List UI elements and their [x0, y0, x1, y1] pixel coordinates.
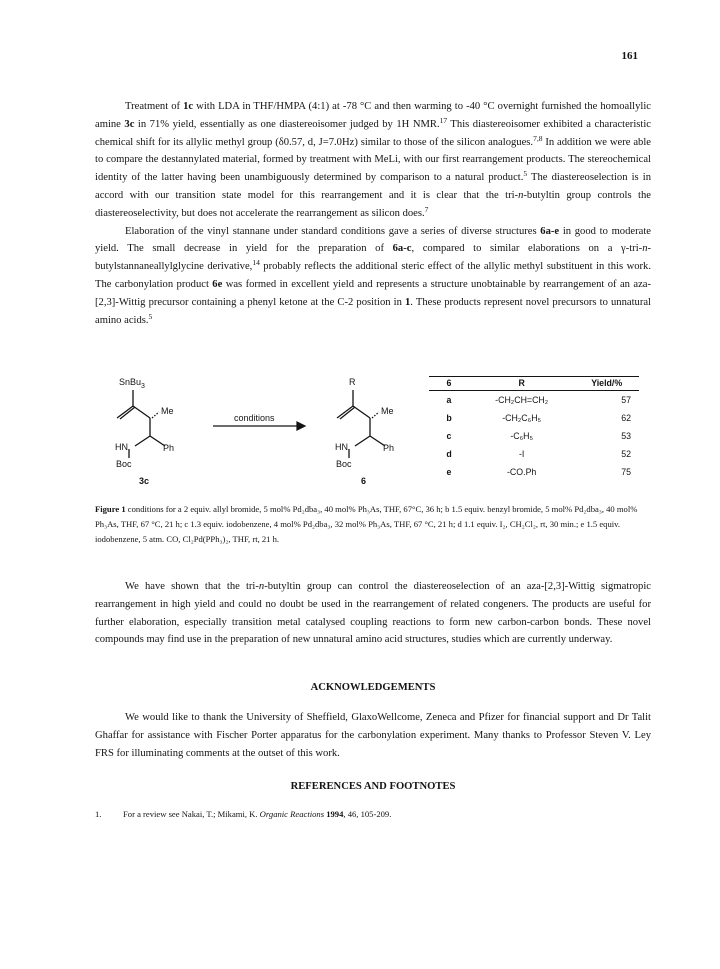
- product-hn-label: HN: [335, 442, 348, 452]
- figure-caption: [95, 502, 651, 547]
- product-boc-label: Boc: [336, 459, 352, 469]
- references-heading: REFERENCES AND FOOTNOTES: [290, 781, 456, 792]
- table-row: a -CH₂CH=CH₂ 57: [446, 395, 631, 405]
- arrow-conditions-label: conditions: [234, 413, 275, 423]
- product-ph-label: Ph: [383, 443, 395, 453]
- sm-methyl-label: Me: [161, 406, 174, 416]
- reference-item: 1. For a review see Nakai, T.; Mikami, K. Organic Reactions 1994, 46, 105-209.: [95, 809, 392, 819]
- compound-label-6: 6: [361, 476, 367, 486]
- acknowledgements-text: We would like to thank the University of Sheffield, GlaxoWellcome, Zeneca and Pfizer for financial support and Dr Talit Ghaffar for assistance with Fischer Porter apparatus for the carbonylation experiment. Many thanks to Professor Steven V. Ley FRS for illuminating comments at the outset of this work.: [95, 712, 651, 759]
- header-yield: Yield/%: [574, 377, 639, 391]
- acknowledgements-heading: ACKNOWLEDGEMENTS: [310, 682, 436, 693]
- yield-table-header: [429, 377, 639, 391]
- product-methyl-label: Me: [381, 406, 394, 416]
- paragraph-3: We have shown that the tri-n-butyltin group can control the diastereoselection of an aza-[2,3]-Wittig sigmatropic rearrangement in high yield and could no doubt be used in the rearrangement of related congeners. The products are useful for further elaboration, especially transition metal catalysed coupling reactions to form new carbon-carbon bonds. These novel compounds may find use in the preparation of new unnatural amino acid structures, studies which are currently underway.: [95, 581, 651, 646]
- table-row: d -I 52: [446, 449, 631, 459]
- figure-caption-text: conditions for a 2 equiv. allyl bromide, 5 mol% Pd₂dba₃, 40 mol% Ph₃As, THF, 67°C, 36 h; b 1.5 equiv. benzyl bromide, 5 mol% Pd₂dba₃, 40 mol% Ph₃As, THF, 67 °C, 21 h; c 1.3 equiv. iodobenzene, 4 mol% Pd₂dba₃, 32 mol% Ph₃As, THF, 67 °C, 21 h; d 1.1 equiv. I₂, CH₂Cl₂, rt, 30 min.; e 1.5 equiv. iodobenzene, 5 atm. CO, Cl₂Pd(PPh₃)₂, THF, rt, 21 h.: [95, 504, 638, 544]
- figure-1: [95, 376, 651, 486]
- yield-table: [429, 376, 639, 481]
- table-row: b -CH₂C₆H₅ 62: [446, 413, 631, 423]
- sm-boc-label: Boc: [116, 459, 132, 469]
- sm-ph-label: Ph: [163, 443, 175, 453]
- table-row: e -CO.Ph 75: [446, 467, 631, 477]
- compound-label-3c: 3c: [139, 476, 150, 486]
- reaction-scheme: [95, 376, 435, 486]
- page-number: 161: [621, 50, 638, 62]
- reaction-arrow: [213, 422, 305, 430]
- paragraph-2: Elaboration of the vinyl stannane under standard conditions gave a series of diverse structures 6a-e in good to moderate yield. The small decrease in yield for the preparation of 6a-c, compared to similar elaborations on a γ-tri-n-butylstannaneallylglycine derivative,$^{14}$ probably reflects the additional steric effect of the allylic methyl substituent in this work. The carbonylation product 6e was formed in excellent yield and represents a structure unobtainable by rearrangement of an aza-[2,3]-Wittig precursor containing a phenyl ketone at the C-2 position in 1. These products represent novel precursors to unnatural amino acids.$^5$: [95, 225, 652, 326]
- reference-number: 1.: [95, 809, 102, 819]
- sm-hn-label: HN: [115, 442, 128, 452]
- header-r: R: [469, 377, 574, 391]
- paragraph-1: Treatment of 1c with LDA in THF/HMPA (4:1) at -78 °C and then warming to -40 °C overnight furnished the homoallylic amine 3c in 71% yield, essentially as one diastereoisomer judged by 1H NMR.$^{17}$ This diastereoisomer exhibited a characteristic chemical shift for its allylic methyl group (δ0.57, d, J=7.0Hz) similar to those of the silicon analogues.$^{7,8}$ In addition we were able to compare the destannylated material, formed by treatment with MeLi, with our first rearrangement products. The stereochemical identity of the latter having been unambiguously determined by comparison to a natural product.$^5$ The diastereoselection is in accord with our transition state model for this rearrangement and it is clear that the tri-n-butyltin group controls the diastereoselectivity, but does not accelerate the rearrangement as silicon does.$^7$ Elaboration of the vinyl stannane under standard conditions gave a series of diverse structures 6a-e in good to moderate yield. The small decrease in yield for the preparation of 6a-c, compared to similar elaborations on a γ-tri-n-butylstannaneallylglycine derivative,$^{14}$ probably reflects the additional steric effect of the allylic methyl substituent in this work. The carbonylation product 6e was formed in excellent yield and represents a structure unobtainable by rearrangement of an aza-[2,3]-Wittig precursor containing a phenyl ketone at the C-2 position in 1. These products represent novel precursors to unnatural amino acids.$^5$: [95, 98, 651, 329]
- figure-caption-label: Figure 1: [95, 504, 126, 514]
- table-row: c -C₆H₅ 53: [446, 431, 631, 441]
- header-compound: 6: [429, 377, 469, 391]
- product-r-label: R: [349, 377, 356, 387]
- sm-tin-group: SnBu$_3$: [119, 377, 145, 390]
